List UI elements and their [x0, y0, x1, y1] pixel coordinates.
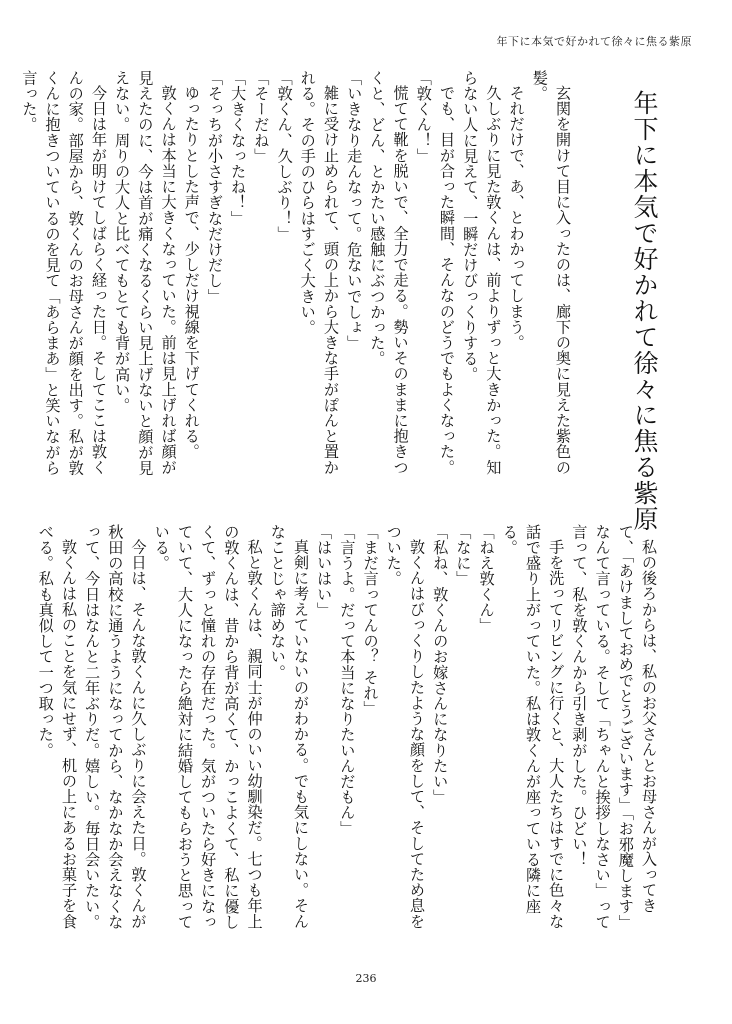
paragraph: 「そっちが小さすぎなだけだし」 — [205, 70, 224, 304]
paragraph: 私の後ろからは、私のお父さんとお母さんが入ってきて、「あけましておめでとうございます」「お邪魔します」なんて言っている。そして「ちゃんと挨拶しなさい」って言って、私を敦くんから引き剥がした。ひどい！ — [570, 524, 658, 930]
top-text-block — [20, 70, 574, 485]
paragraph: 「まだ言ってんの？ それ」 — [361, 524, 380, 717]
paragraph: 敦くんは本当に大きくなっていた。前は見上げれば顔が見えたのに、今は首が痛くなるくらい見上げないと顔が見えない。周りの大人と比べてもとても背が高い。 — [113, 70, 178, 476]
paragraph: 今日は年が明けてしばらく経った日。そしてここは敦くんの家。部屋から、敦くんのお母さんが顔を出す。私が敦くんに抱きついているのを見て「あらまあ」と笑いながら言った。 — [20, 70, 108, 476]
paragraph: 「言うよ。だって本当になりたいんだもん」 — [338, 524, 357, 836]
paragraph: 「ねえ敦くん」 — [477, 524, 496, 634]
paragraph: 玄関を開けて目に入ったのは、廊下の奥に見えた紫色の髪。 — [530, 70, 572, 476]
page-number: 236 — [355, 972, 377, 985]
paragraph: 雑に受け止められて、頭の上から大きな手がぽんと置かれる。その手のひらはすごく大きい。 — [298, 70, 340, 476]
paragraph: 手を洗ってリビングに行くと、大人たちはすでに色々な話で盛り上がっていた。私は敦くんが座っている隣に座る。 — [500, 524, 566, 930]
paragraph: 今日は、そんな敦くんに久しぶりに会えた日。敦くんが秋田の高校に通うようになってから、なかなか会えなくなって、今日はなんと二年ぶりだ。嬉しい。毎日会いたい。 — [83, 524, 148, 930]
paragraph: でも、目が合った瞬間、そんなのどうでもよくなった。 — [437, 85, 456, 476]
paragraph: それだけで、あ、とわかってしまう。 — [507, 85, 526, 351]
bottom-text-block — [36, 524, 660, 944]
paragraph: 「はいはい」 — [315, 524, 334, 618]
paragraph: 「いきなり走んなって。危ないでしょ」 — [345, 70, 364, 351]
running-header: 年下に本気で好かれて徐々に焦る紫原 — [496, 35, 692, 48]
paragraph: ゆったりとした声で、少しだけ視線を下げてくれる。 — [182, 85, 201, 460]
paragraph: 慌てて靴を脱いで、全力で走る。勢いそのままに抱きつくと、どん、とかたい感触にぶつかった。 — [368, 70, 410, 476]
paragraph: 私と敦くんは、親同士が仲のいい幼馴染だ。七つも年上の敦くんは、昔から背が高くて、かっこよくて、私に優しくて、ずっと憧れの存在だった。気がついたら好きになっていて、大人になったら絶対に結婚してもらおうと思っている。 — [152, 524, 264, 930]
paragraph: 久しぶりに見た敦くんは、前よりずっと大きかった。知らない人に見えて、一瞬だけびっくりする。 — [461, 70, 503, 476]
paragraph: 真剣に考えていないのがわかる。でも気にしない。そんなことじゃ諦めない。 — [268, 524, 310, 930]
paragraph: 敦くんはびっくりしたような顔をして、そしてため息をついた。 — [384, 524, 426, 930]
paragraph: 「敦くん、久しぶり！」 — [275, 70, 294, 242]
paragraph: 「なに」 — [454, 524, 473, 587]
paragraph: 「大きくなったね！」 — [229, 70, 248, 226]
paragraph: 「私ね、敦くんのお嫁さんになりたい」 — [431, 524, 450, 805]
chapter-title: 年下に本気で好かれて徐々に焦る紫原 — [630, 90, 659, 532]
paragraph: 「敦くん！」 — [414, 70, 433, 164]
paragraph: 「そーだね」 — [252, 70, 271, 164]
paragraph: 敦くんは私のことを気にせず、机の上にあるお菓子を食べる。私も真似して一つ取った。 — [36, 524, 78, 930]
